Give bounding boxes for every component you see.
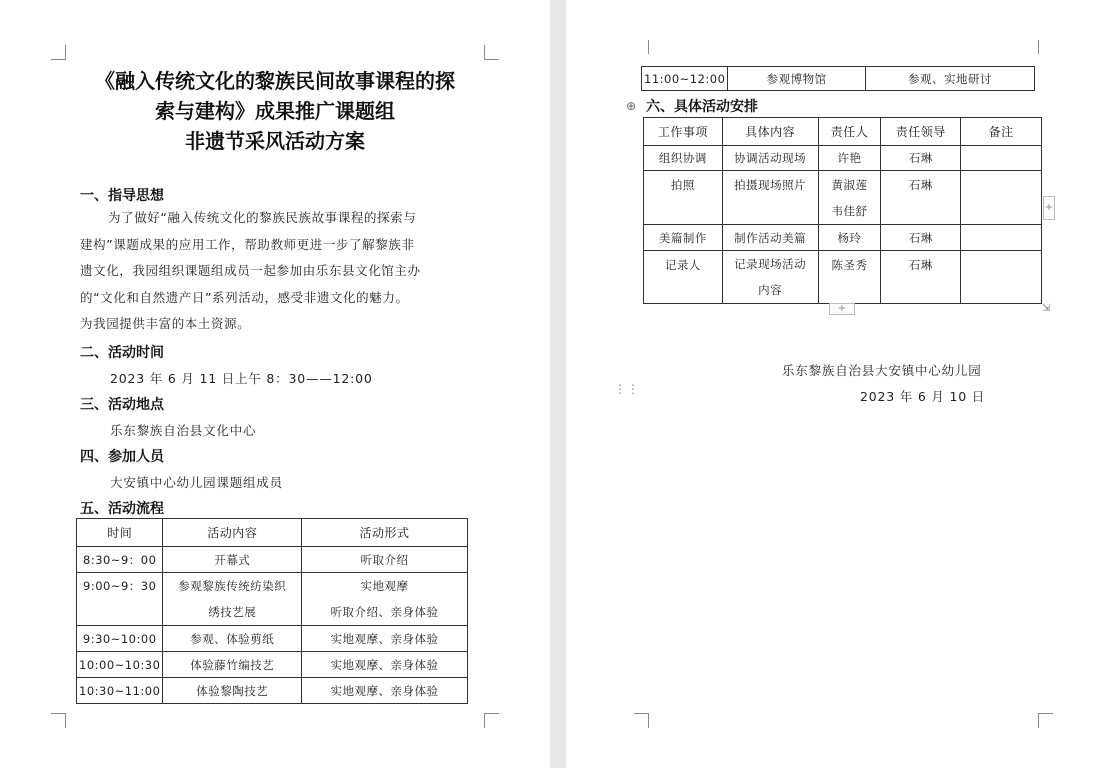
table-row[interactable]	[77, 678, 468, 704]
cell-content[interactable]: 协调活动现场	[722, 146, 818, 171]
cell-leader[interactable]: 石琳	[881, 251, 961, 304]
crop-mark-bottom-left	[51, 713, 66, 728]
heading-people: 四、参加人员	[80, 449, 164, 465]
cell-item[interactable]: 记录人	[644, 251, 723, 304]
cell-content-line-1: 参观黎族传统纺染织	[178, 579, 287, 593]
cell-leader[interactable]: 石琳	[881, 146, 961, 171]
cell-time[interactable]: 9:30~10:00	[77, 626, 163, 652]
cell-note[interactable]	[961, 146, 1042, 171]
cell-person[interactable]: 杨玲	[818, 225, 881, 251]
cell-person-line-2: 韦佳舒	[831, 203, 868, 218]
heading-arrangement: 六、具体活动安排	[646, 99, 758, 115]
cell-form[interactable]	[302, 573, 468, 626]
flow-header-row	[77, 519, 468, 547]
cell-content[interactable]	[722, 251, 818, 304]
arr-header-note: 备注	[961, 118, 1042, 146]
cell-time[interactable]: 10:30~11:00	[77, 678, 163, 704]
cell-note[interactable]	[961, 251, 1042, 304]
heading-time: 二、活动时间	[80, 345, 164, 361]
cell-person[interactable]: 陈圣秀	[818, 251, 881, 304]
flow-header-form: 活动形式	[302, 519, 468, 547]
cell-content[interactable]: 参观博物馆	[728, 67, 865, 91]
title-line-1: 《融入传统文化的黎族民间故事课程的探	[95, 69, 455, 93]
table-row[interactable]	[77, 547, 468, 573]
crop-mark-bottom-left	[634, 713, 649, 728]
cell-note[interactable]	[961, 225, 1042, 251]
cell-note[interactable]	[961, 171, 1042, 225]
table-row[interactable]	[77, 573, 468, 626]
page-gap	[550, 0, 566, 768]
cell-content[interactable]: 体验黎陶技艺	[163, 678, 302, 704]
arr-header-content: 具体内容	[722, 118, 818, 146]
signature-date: 2023 年 6 月 10 日	[860, 389, 986, 404]
cell-content[interactable]	[163, 573, 302, 626]
document-page-1	[0, 0, 550, 768]
cell-time[interactable]: 9:00~9：30	[77, 573, 163, 626]
cell-form[interactable]: 实地观摩、亲身体验	[302, 678, 468, 704]
cell-leader[interactable]: 石琳	[881, 171, 961, 225]
cell-leader[interactable]: 石琳	[881, 225, 961, 251]
table-row[interactable]	[644, 146, 1042, 171]
cell-content-line-2: 绣技艺展	[208, 605, 257, 619]
activity-place: 乐东黎族自治县文化中心	[110, 423, 257, 438]
signature-organization: 乐东黎族自治县大安镇中心幼儿园	[782, 363, 982, 378]
cell-form-line-2: 听取介绍、亲身体验	[330, 605, 439, 619]
crop-mark-top-left	[634, 40, 649, 54]
cell-content-line-1: 记录现场活动	[734, 257, 807, 271]
activity-time: 2023 年 6 月 11 日上午 8：30——12:00	[110, 371, 373, 386]
cell-time[interactable]: 8:30~9：00	[77, 547, 163, 573]
crop-mark-bottom-right	[1038, 713, 1053, 728]
table-row[interactable]	[77, 626, 468, 652]
heading-flow: 五、活动流程	[80, 501, 164, 517]
cell-content[interactable]: 开幕式	[163, 547, 302, 573]
cell-item[interactable]: 拍照	[644, 171, 723, 225]
guiding-line-5: 为我园提供丰富的本土资源。	[80, 316, 251, 331]
cell-time[interactable]: 10:00~10:30	[77, 652, 163, 678]
flow-table-continued[interactable]	[641, 66, 1035, 91]
crop-mark-top-left	[51, 45, 66, 60]
arrangement-header-row	[644, 118, 1042, 146]
guiding-line-2: 建构”课题成果的应用工作，帮助教师更进一步了解黎族非	[80, 236, 415, 252]
cell-content[interactable]: 体验藤竹编技艺	[163, 652, 302, 678]
document-page-2	[566, 0, 1108, 768]
activity-people: 大安镇中心幼儿园课题组成员	[110, 475, 283, 490]
cell-form[interactable]: 参观、实地研讨	[865, 67, 1034, 91]
arr-header-person: 责任人	[818, 118, 881, 146]
cell-form[interactable]: 实地观摩、亲身体验	[302, 626, 468, 652]
crop-mark-top-right	[484, 45, 499, 60]
paragraph-drag-handle-icon[interactable]: ⋮⋮	[614, 382, 640, 396]
table-row[interactable]	[77, 652, 468, 678]
cell-form[interactable]: 实地观摩、亲身体验	[302, 652, 468, 678]
guiding-line-3: 遗文化，我园组织课题组成员一起参加由乐东县文化馆主办	[80, 263, 421, 278]
title-line-2: 索与建构》成果推广课题组	[155, 99, 395, 123]
table-move-icon[interactable]: ⊕	[626, 99, 637, 113]
cell-item[interactable]: 组织协调	[644, 146, 723, 171]
cell-form[interactable]: 听取介绍	[302, 547, 468, 573]
cell-person-line-1: 黄淑莲	[831, 177, 868, 192]
cell-person[interactable]: 许艳	[818, 146, 881, 171]
cell-content[interactable]: 制作活动美篇	[722, 225, 818, 251]
cell-content[interactable]: 参观、体验剪纸	[163, 626, 302, 652]
heading-guiding: 一、指导思想	[80, 188, 164, 204]
document-title	[80, 66, 470, 156]
table-row[interactable]	[644, 225, 1042, 251]
guiding-line-4: 的“文化和自然遗产日”系列活动，感受非遗文化的魅力。	[80, 289, 409, 305]
cell-item[interactable]: 美篇制作	[644, 225, 723, 251]
cell-content-line-2: 内容	[758, 283, 783, 297]
arr-header-item: 工作事项	[644, 118, 723, 146]
heading-place: 三、活动地点	[80, 397, 164, 413]
flow-header-content: 活动内容	[163, 519, 302, 547]
guiding-line-1: 为了做好“融入传统文化的黎族民族故事课程的探索与	[108, 210, 417, 225]
table-row[interactable]	[644, 251, 1042, 304]
crop-mark-top-right	[1038, 40, 1053, 54]
table-row[interactable]	[644, 171, 1042, 225]
flow-table[interactable]	[76, 518, 468, 704]
cell-content[interactable]: 拍摄现场照片	[722, 171, 818, 225]
arrangement-table[interactable]	[643, 117, 1042, 304]
table-row[interactable]	[642, 67, 1035, 91]
add-row-button[interactable]: +	[829, 303, 855, 315]
add-column-button[interactable]: +	[1043, 196, 1055, 220]
table-resize-icon[interactable]: ⇲	[1042, 303, 1051, 314]
crop-mark-bottom-right	[484, 713, 499, 728]
arr-header-leader: 责任领导	[881, 118, 961, 146]
cell-time[interactable]: 11:00~12:00	[642, 67, 728, 91]
flow-header-time: 时间	[77, 519, 163, 547]
guiding-paragraph	[80, 205, 472, 338]
title-line-3: 非遗节采风活动方案	[185, 129, 365, 153]
cell-form-line-1: 实地观摩	[360, 579, 409, 593]
cell-person[interactable]	[818, 171, 881, 225]
